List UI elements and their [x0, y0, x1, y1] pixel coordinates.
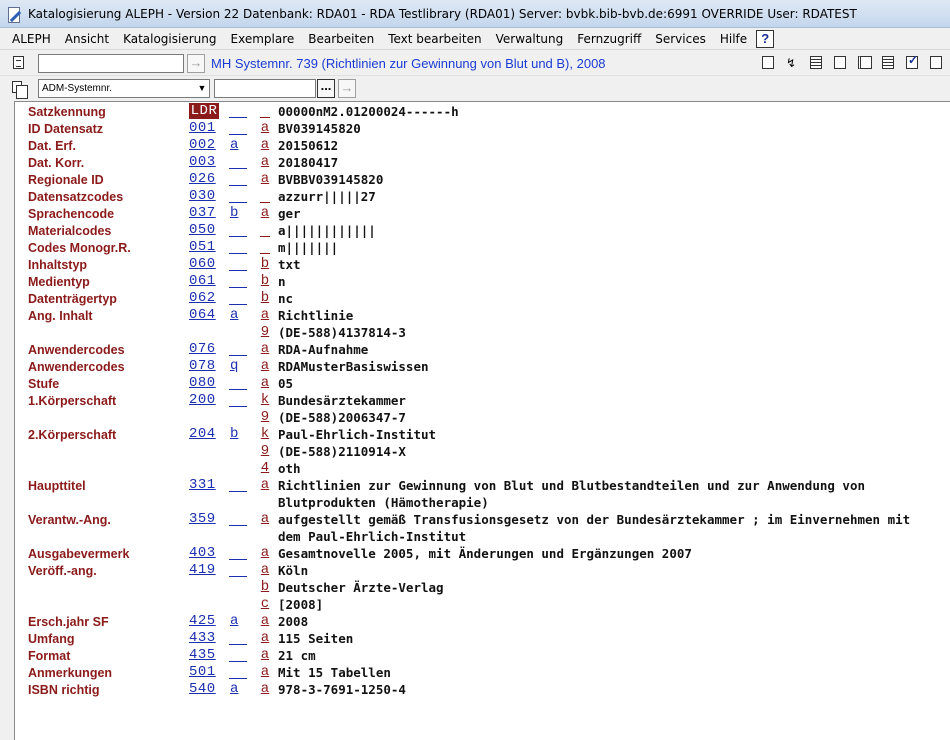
- field-tag[interactable]: 501: [189, 664, 216, 680]
- subfield-code[interactable]: b: [260, 579, 270, 595]
- field-label: Haupttitel: [28, 479, 86, 493]
- field-label: ISBN richtig: [28, 683, 100, 697]
- field-row[interactable]: [15, 273, 950, 290]
- field-indicator[interactable]: [228, 664, 250, 680]
- edit-record-icon[interactable]: [758, 54, 778, 72]
- index-select[interactable]: [38, 79, 210, 98]
- field-tag[interactable]: 425: [189, 613, 216, 629]
- field-value[interactable]: m|||||||: [278, 240, 339, 255]
- subfield-code[interactable]: a: [260, 171, 270, 187]
- link-icon[interactable]: ↯: [786, 56, 797, 70]
- field-tag[interactable]: 435: [189, 647, 216, 663]
- field-label: Dat. Erf.: [28, 139, 76, 153]
- field-row[interactable]: [15, 596, 950, 613]
- field-indicator[interactable]: [228, 630, 250, 646]
- field-label: Anwendercodes: [28, 343, 125, 357]
- field-row[interactable]: [15, 426, 950, 443]
- field-tag[interactable]: 433: [189, 630, 216, 646]
- field-tag[interactable]: 003: [189, 154, 216, 170]
- field-value[interactable]: 00000nM2.01200024------h: [278, 104, 459, 119]
- subfield-code[interactable]: a: [260, 120, 270, 136]
- field-value[interactable]: Köln: [278, 563, 309, 578]
- field-value[interactable]: Richtlinien zur Gewinnung von Blut und Blutbestandteilen und zur Anwendung von: [278, 478, 865, 493]
- field-label: Ausgabevermerk: [28, 547, 130, 561]
- field-row[interactable]: [15, 290, 950, 307]
- toolbar-row-index: [0, 76, 950, 101]
- field-value[interactable]: (DE-588)4137814-3: [278, 325, 406, 340]
- field-tag[interactable]: 002: [189, 137, 216, 153]
- field-indicator[interactable]: [228, 273, 250, 289]
- subfield-code[interactable]: b: [260, 273, 270, 289]
- field-tag[interactable]: 080: [189, 375, 216, 391]
- field-label: Inhaltstyp: [28, 258, 88, 272]
- menu-services[interactable]: Services: [655, 31, 706, 46]
- field-indicator[interactable]: [228, 545, 250, 561]
- menu-katalogisierung[interactable]: Katalogisierung: [123, 31, 217, 46]
- record-title: MH Systemnr. 739 (Richtlinien zur Gewinnung von Blut und B), 2008: [211, 55, 606, 71]
- subfield-code[interactable]: a: [260, 681, 270, 697]
- field-indicator[interactable]: [228, 511, 250, 527]
- field-tag[interactable]: 078: [189, 358, 216, 374]
- subfield-code[interactable]: [259, 239, 271, 255]
- field-value[interactable]: aufgestellt gemäß Transfusionsgesetz von der Bundesärztekammer ; im Einvernehmen mit: [278, 512, 911, 527]
- record-fields: [15, 103, 950, 698]
- field-row[interactable]: [15, 664, 950, 681]
- subfield-code[interactable]: a: [260, 205, 270, 221]
- field-row[interactable]: [15, 120, 950, 137]
- field-tag[interactable]: 064: [189, 307, 216, 323]
- subfield-code[interactable]: [259, 188, 271, 204]
- field-value[interactable]: [2008]: [278, 597, 324, 612]
- subfield-code[interactable]: b: [260, 290, 270, 306]
- menu-aleph[interactable]: ALEPH: [12, 31, 51, 46]
- field-tag[interactable]: 331: [189, 477, 216, 493]
- field-tag[interactable]: LDR: [190, 103, 218, 119]
- field-row[interactable]: [15, 154, 950, 171]
- field-label: Ersch.jahr SF: [28, 615, 109, 629]
- subfield-code[interactable]: k: [260, 426, 270, 442]
- copy-record-icon[interactable]: [830, 54, 850, 72]
- field-label: Anwendercodes: [28, 360, 125, 374]
- check-icon[interactable]: [902, 54, 922, 72]
- field-tag[interactable]: 026: [189, 171, 216, 187]
- browse-dots-button[interactable]: ...: [317, 79, 335, 98]
- subfield-code[interactable]: 9: [260, 324, 270, 340]
- subfield-code[interactable]: 9: [260, 443, 270, 459]
- index-select-value: ADM-Systemnr.: [42, 83, 113, 94]
- field-tag[interactable]: 359: [189, 511, 216, 527]
- field-label: Stufe: [28, 377, 60, 391]
- field-indicator[interactable]: [228, 171, 250, 187]
- field-tag[interactable]: 060: [189, 256, 216, 272]
- field-tag[interactable]: 403: [189, 545, 216, 561]
- field-indicator[interactable]: [228, 239, 250, 255]
- field-indicator[interactable]: [228, 120, 250, 136]
- field-value[interactable]: 978-3-7691-1250-4: [278, 682, 406, 697]
- field-value[interactable]: (DE-588)2006347-7: [278, 410, 406, 425]
- field-value[interactable]: Paul-Ehrlich-Institut: [278, 427, 437, 442]
- subfield-code[interactable]: a: [260, 562, 270, 578]
- subfield-code[interactable]: b: [260, 256, 270, 272]
- field-label: Materialcodes: [28, 224, 112, 238]
- field-row[interactable]: [15, 545, 950, 562]
- field-indicator[interactable]: [228, 154, 250, 170]
- window-title: Katalogisierung ALEPH - Version 22 Datenbank: RDA01 - RDA Testlibrary (RDA01) Server: bvbk.bib-bvb.de:6991 OVERRIDE User: RDATEST: [28, 6, 857, 21]
- field-label: Verantw.-Ang.: [28, 513, 111, 527]
- lock-icon[interactable]: [926, 54, 946, 72]
- field-tag[interactable]: 419: [189, 562, 216, 578]
- field-value[interactable]: BVBBV039145820: [278, 172, 384, 187]
- subfield-code[interactable]: a: [260, 647, 270, 663]
- field-label: Dat. Korr.: [28, 156, 85, 170]
- field-value[interactable]: 115 Seiten: [278, 631, 354, 646]
- field-indicator[interactable]: a: [230, 307, 239, 323]
- field-row[interactable]: [15, 494, 950, 511]
- field-indicator[interactable]: a: [230, 613, 239, 629]
- field-tag[interactable]: 062: [189, 290, 216, 306]
- toolbar-right-icons: [758, 54, 950, 72]
- record-icon[interactable]: [10, 54, 28, 72]
- field-label: Anmerkungen: [28, 666, 113, 680]
- list-icon[interactable]: [878, 54, 898, 72]
- field-value[interactable]: azzurr|||||27: [278, 189, 376, 204]
- search-input[interactable]: [38, 54, 184, 73]
- field-row[interactable]: [15, 409, 950, 426]
- field-indicator[interactable]: [228, 256, 250, 272]
- subfield-code[interactable]: a: [260, 341, 270, 357]
- field-indicator[interactable]: [228, 341, 250, 357]
- field-indicator[interactable]: [228, 392, 250, 408]
- help-button[interactable]: ?: [756, 30, 774, 48]
- tree-icon[interactable]: [806, 54, 826, 72]
- field-tag[interactable]: 051: [189, 239, 216, 255]
- subfield-code[interactable]: [259, 103, 271, 119]
- menu-exemplare[interactable]: Exemplare: [230, 31, 295, 46]
- field-indicator[interactable]: a: [230, 137, 239, 153]
- menu-verwaltung[interactable]: Verwaltung: [495, 31, 564, 46]
- field-value[interactable]: n: [278, 274, 286, 289]
- field-row[interactable]: [15, 341, 950, 358]
- field-row[interactable]: [15, 103, 950, 120]
- field-label: Codes Monogr.R.: [28, 241, 131, 255]
- field-value[interactable]: dem Paul-Ehrlich-Institut: [278, 529, 467, 544]
- menu-bearbeiten[interactable]: Bearbeiten: [308, 31, 375, 46]
- subfield-code[interactable]: a: [260, 545, 270, 561]
- field-value[interactable]: RDAMusterBasiswissen: [278, 359, 429, 374]
- field-value[interactable]: ger: [278, 206, 301, 221]
- field-row[interactable]: [15, 681, 950, 698]
- field-row[interactable]: [15, 460, 950, 477]
- field-row[interactable]: [15, 205, 950, 222]
- field-row[interactable]: [15, 579, 950, 596]
- field-indicator[interactable]: [228, 290, 250, 306]
- field-tag[interactable]: 001: [189, 120, 216, 136]
- subfield-code[interactable]: c: [260, 596, 270, 612]
- field-label: Medientyp: [28, 275, 90, 289]
- chevron-down-icon[interactable]: ▼: [197, 83, 207, 93]
- copy-icon[interactable]: [10, 80, 28, 98]
- field-indicator[interactable]: [228, 562, 250, 578]
- title-bar: [0, 0, 950, 28]
- field-value[interactable]: RDA-Aufnahme: [278, 342, 369, 357]
- field-value[interactable]: BV039145820: [278, 121, 361, 136]
- field-label: Umfang: [28, 632, 75, 646]
- field-indicator[interactable]: q: [230, 358, 239, 374]
- field-row[interactable]: [15, 222, 950, 239]
- menu-hilfe[interactable]: Hilfe: [719, 31, 748, 46]
- field-tag[interactable]: 540: [189, 681, 216, 697]
- field-label: Datenträgertyp: [28, 292, 117, 306]
- field-label: Datensatzcodes: [28, 190, 124, 204]
- field-label: Satzkennung: [28, 105, 106, 119]
- subfield-code[interactable]: a: [260, 307, 270, 323]
- field-row[interactable]: [15, 613, 950, 630]
- field-value[interactable]: Richtlinie: [278, 308, 354, 323]
- subfield-code[interactable]: 4: [260, 460, 270, 476]
- field-value[interactable]: oth: [278, 461, 301, 476]
- field-tag[interactable]: 050: [189, 222, 216, 238]
- field-label: 2.Körperschaft: [28, 428, 117, 442]
- field-value[interactable]: a||||||||||||: [278, 223, 376, 238]
- toolbar-row-search: [0, 51, 950, 76]
- menu-bar: [0, 28, 950, 50]
- field-indicator[interactable]: [228, 477, 250, 493]
- field-value[interactable]: 2008: [278, 614, 309, 629]
- field-tag[interactable]: 061: [189, 273, 216, 289]
- field-tag[interactable]: 200: [189, 392, 216, 408]
- menu-ansicht[interactable]: Ansicht: [64, 31, 110, 46]
- book-icon[interactable]: [854, 54, 874, 72]
- field-value[interactable]: 05: [278, 376, 294, 391]
- field-label: 1.Körperschaft: [28, 394, 117, 408]
- subfield-code[interactable]: a: [260, 477, 270, 493]
- subfield-code[interactable]: a: [260, 137, 270, 153]
- field-indicator[interactable]: [228, 188, 250, 204]
- field-tag[interactable]: 076: [189, 341, 216, 357]
- field-indicator[interactable]: [228, 375, 250, 391]
- field-indicator[interactable]: b: [230, 426, 239, 442]
- field-row[interactable]: [15, 647, 950, 664]
- field-row[interactable]: [15, 324, 950, 341]
- field-indicator[interactable]: [228, 222, 250, 238]
- field-label: Sprachencode: [28, 207, 115, 221]
- field-value[interactable]: nc: [278, 291, 294, 306]
- field-row[interactable]: [15, 375, 950, 392]
- field-row[interactable]: [15, 562, 950, 579]
- field-row[interactable]: [15, 137, 950, 154]
- field-row[interactable]: [15, 477, 950, 494]
- subfield-code[interactable]: k: [260, 392, 270, 408]
- subfield-code[interactable]: 9: [260, 409, 270, 425]
- field-row[interactable]: [15, 528, 950, 545]
- field-indicator[interactable]: [228, 103, 250, 119]
- field-value[interactable]: Mit 15 Tabellen: [278, 665, 391, 680]
- subfield-code[interactable]: [259, 222, 271, 238]
- field-value[interactable]: Gesamtnovelle 2005, mit Änderungen und Ergänzungen 2007: [278, 546, 692, 561]
- field-row[interactable]: [15, 239, 950, 256]
- field-label: Veröff.-ang.: [28, 564, 97, 578]
- field-value[interactable]: Blutprodukten (Hämotherapie): [278, 495, 489, 510]
- field-row[interactable]: [15, 392, 950, 409]
- field-value[interactable]: 20180417: [278, 155, 339, 170]
- field-row[interactable]: [15, 358, 950, 375]
- field-row[interactable]: [15, 307, 950, 324]
- field-indicator[interactable]: [228, 647, 250, 663]
- menu-fernzugriff[interactable]: Fernzugriff: [577, 31, 642, 46]
- index-value-input[interactable]: [214, 79, 316, 98]
- aleph-app-icon: [6, 6, 22, 22]
- field-value[interactable]: (DE-588)2110914-X: [278, 444, 406, 459]
- subfield-code[interactable]: a: [260, 511, 270, 527]
- field-value[interactable]: Bundesärztekammer: [278, 393, 406, 408]
- field-tag[interactable]: 204: [189, 426, 216, 442]
- subfield-code[interactable]: a: [260, 630, 270, 646]
- field-value[interactable]: Deutscher Ärzte-Verlag: [278, 580, 444, 595]
- field-tag[interactable]: 030: [189, 188, 216, 204]
- go-arrow-button-2[interactable]: →: [338, 79, 356, 98]
- field-row[interactable]: [15, 511, 950, 528]
- field-row[interactable]: [15, 256, 950, 273]
- field-row[interactable]: [15, 188, 950, 205]
- field-value[interactable]: 20150612: [278, 138, 339, 153]
- field-label: Regionale ID: [28, 173, 104, 187]
- field-value[interactable]: txt: [278, 257, 301, 272]
- subfield-code[interactable]: a: [260, 664, 270, 680]
- field-row[interactable]: [15, 630, 950, 647]
- field-tag[interactable]: 037: [189, 205, 216, 221]
- field-value[interactable]: 21 cm: [278, 648, 316, 663]
- field-label: Format: [28, 649, 71, 663]
- subfield-code[interactable]: a: [260, 375, 270, 391]
- subfield-code[interactable]: a: [260, 613, 270, 629]
- field-indicator[interactable]: b: [230, 205, 239, 221]
- field-indicator[interactable]: a: [230, 681, 239, 697]
- menu-text-bearbeiten[interactable]: Text bearbeiten: [388, 31, 482, 46]
- record-editor-pane[interactable]: [14, 101, 950, 740]
- field-label: Ang. Inhalt: [28, 309, 93, 323]
- field-label: ID Datensatz: [28, 122, 104, 136]
- field-row[interactable]: [15, 443, 950, 460]
- subfield-code[interactable]: a: [260, 154, 270, 170]
- field-row[interactable]: [15, 171, 950, 188]
- go-arrow-button[interactable]: →: [187, 54, 205, 73]
- subfield-code[interactable]: a: [260, 358, 270, 374]
